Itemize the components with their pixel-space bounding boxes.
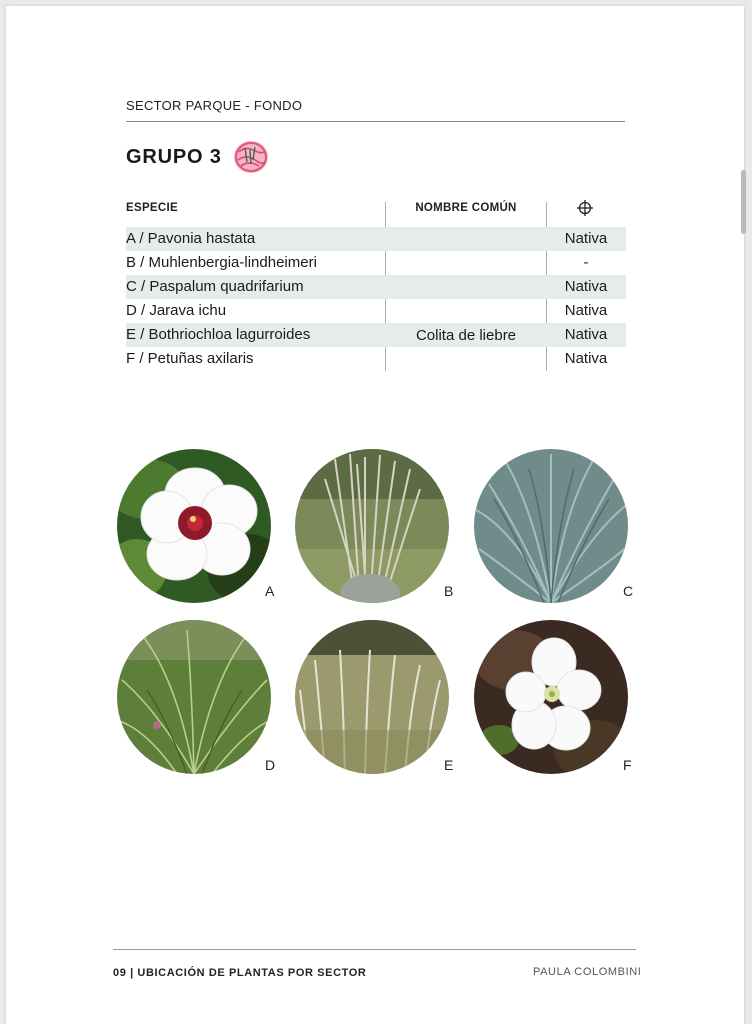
origin-status: - — [583, 254, 589, 271]
table-row — [126, 275, 626, 299]
table-row — [126, 347, 626, 371]
photo-label-e: E — [444, 757, 454, 773]
footer-author: PAULA COLOMBINI — [533, 966, 642, 978]
origin-status: Nativa — [564, 350, 608, 367]
origin-status: Nativa — [564, 278, 608, 295]
header-divider — [126, 121, 625, 122]
column-header-especie: ESPECIE — [126, 202, 178, 214]
photo-label-f: F — [623, 757, 632, 773]
plant-photo-c — [474, 449, 628, 603]
species-name: E / Bothriochloa lagurroides — [126, 326, 311, 343]
table-row — [126, 299, 626, 323]
species-table — [126, 227, 626, 371]
common-name: Colita de liebre — [415, 327, 517, 344]
plant-photo-a — [117, 449, 271, 603]
origin-status: Nativa — [564, 326, 608, 343]
sector-title: SECTOR PARQUE - FONDO — [126, 98, 303, 113]
plant-photo-b — [295, 449, 449, 603]
plant-photo-e — [295, 620, 449, 774]
species-name: B / Muhlenbergia-lindheimeri — [126, 254, 317, 271]
table-row — [126, 251, 626, 275]
crosshair-icon — [576, 199, 594, 217]
photo-label-a: A — [265, 583, 275, 599]
species-name: D / Jarava ichu — [126, 302, 227, 319]
group-title: GRUPO 3 — [126, 146, 222, 168]
photo-label-d: D — [265, 757, 276, 773]
footer-divider — [113, 949, 636, 950]
origin-status: Nativa — [564, 302, 608, 319]
species-name: A / Pavonia hastata — [126, 230, 256, 247]
table-row — [126, 323, 626, 347]
species-name: F / Petuñas axilaris — [126, 350, 254, 367]
species-name: C / Paspalum quadrifarium — [126, 278, 304, 295]
scrollbar-thumb[interactable] — [741, 170, 746, 234]
plant-photo-f — [474, 620, 628, 774]
photo-label-b: B — [444, 583, 454, 599]
plant-photo-d — [117, 620, 271, 774]
photo-label-c: C — [623, 583, 634, 599]
table-row — [126, 227, 626, 251]
column-header-nombre-comun: NOMBRE COMÚN — [415, 202, 517, 214]
footer-section-title: 09 | UBICACIÓN DE PLANTAS POR SECTOR — [113, 967, 367, 979]
origin-status: Nativa — [564, 230, 608, 247]
pink-scribble-circle-icon — [231, 138, 271, 176]
